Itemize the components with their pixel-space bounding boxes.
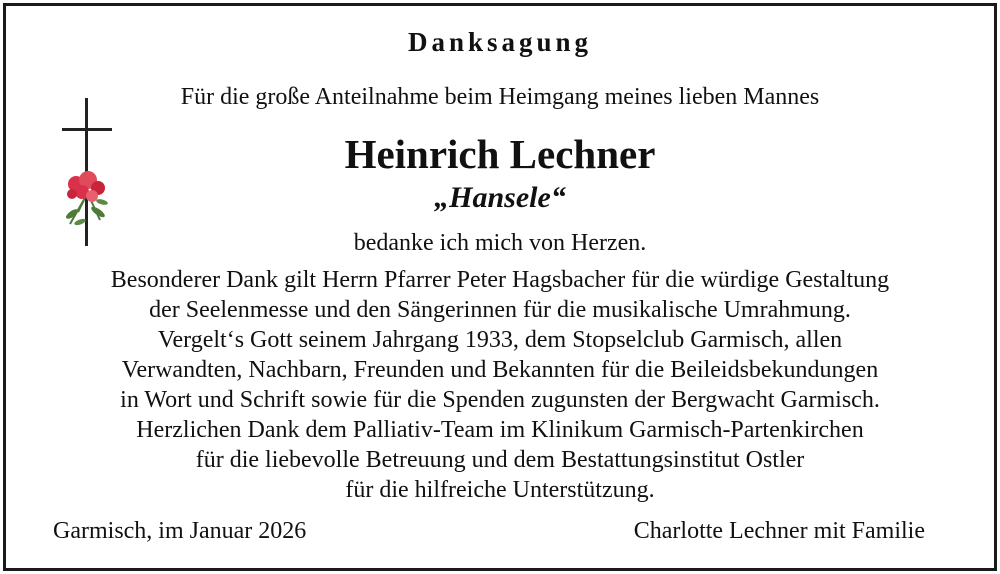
body-line: der Seelenmesse und den Sängerinnen für die musikalische Umrahmung. xyxy=(149,297,851,323)
body-line: Vergelt‘s Gott seinem Jahrgang 1933, dem Stopselclub Garmisch, allen xyxy=(157,327,843,353)
place-date: Garmisch, im Januar 2026 xyxy=(53,518,307,544)
deceased-nickname: „Hansele“ xyxy=(434,181,566,214)
deceased-name: Heinrich Lechner xyxy=(344,131,656,177)
body-line: für die liebevolle Betreuung und dem Bestattungsinstitut Ostler xyxy=(195,447,805,473)
thanks-line: bedanke ich mich von Herzen. xyxy=(353,230,647,256)
notice-title: Danksagung xyxy=(407,27,593,57)
body-line: Herzlichen Dank dem Palliativ-Team im Klinikum Garmisch-Partenkirchen xyxy=(136,417,864,443)
cross-with-flowers-icon xyxy=(58,96,118,248)
signature: Charlotte Lechner mit Familie xyxy=(633,518,925,544)
body-line: Verwandten, Nachbarn, Freunden und Bekannten für die Beileidsbekundungen xyxy=(121,357,879,383)
body-line: in Wort und Schrift sowie für die Spenden zugunsten der Bergwacht Garmisch. xyxy=(120,387,880,413)
intro-text: Für die große Anteilnahme beim Heimgang meines lieben Mannes xyxy=(180,84,820,110)
body-line: für die hilfreiche Unterstützung. xyxy=(345,477,655,503)
body-line: Besonderer Dank gilt Herrn Pfarrer Peter Hagsbacher für die würdige Gestaltung xyxy=(110,267,890,293)
thanks-body xyxy=(0,265,1000,505)
